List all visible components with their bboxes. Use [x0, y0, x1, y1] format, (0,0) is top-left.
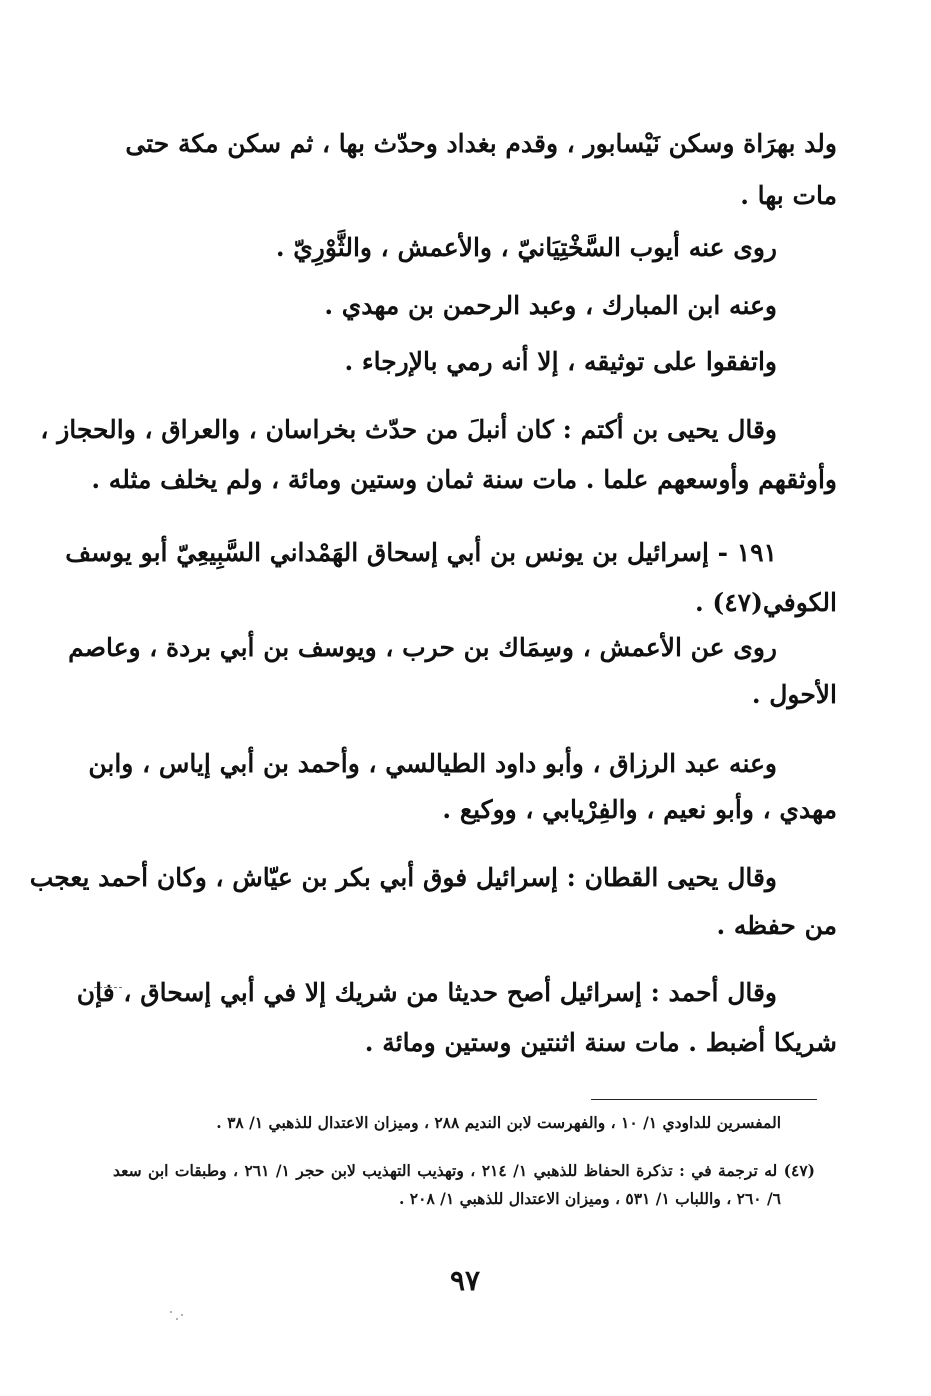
body-line: واتفقوا على توثيقه ، إلا أنه رمي بالإرجاء .	[344, 347, 777, 376]
entry-heading-line: الكوفي(٤٧) .	[694, 588, 837, 617]
footnote-line: (٤٧) له ترجمة في : تذكرة الحفاظ للذهبي ١/ ٢١٤ ، وتهذيب التهذيب لابن حجر ١/ ٢٦١ ، وطبقات ابن سعد	[113, 1161, 816, 1180]
body-line: وأوثقهم وأوسعهم علما . مات سنة ثمان وستين ومائة ، ولم يخلف مثله .	[91, 465, 837, 494]
body-line: وقال يحيى القطان : إسرائيل فوق أبي بكر بن عيّاش ، وكان أحمد يعجب	[29, 863, 777, 892]
scan-speck	[181, 1314, 183, 1316]
footnote-line: المفسرين للداودي ١/ ١٠ ، والفهرست لابن النديم ٢٨٨ ، وميزان الاعتدال للذهبي ١/ ٣٨ .	[216, 1113, 781, 1132]
footnote-separator-rule	[591, 1099, 817, 1100]
body-line: وعنه ابن المبارك ، وعبد الرحمن بن مهدي .	[324, 291, 777, 320]
body-line: وقال يحيى بن أكتم : كان أنبلَ من حدّث بخراسان ، والعراق ، والحجاز ،	[40, 415, 777, 444]
scan-speck	[176, 1318, 178, 1320]
scan-speck	[170, 1311, 172, 1313]
body-line: مهدي ، وأبو نعيم ، والفِرْيابي ، ووكيع .	[442, 795, 837, 824]
body-line: روى عنه أيوب السَّخْتِيَانيّ ، والأعمش ، والثَّوْرِيّ .	[275, 233, 777, 262]
body-line: مات بها .	[740, 181, 837, 210]
body-line: روى عن الأعمش ، وسِمَاك بن حرب ، ويوسف بن أبي بردة ، وعاصم	[68, 633, 777, 662]
page-number: ٩٧	[449, 1264, 481, 1297]
body-line: وعنه عبد الرزاق ، وأبو داود الطيالسي ، وأحمد بن أبي إياس ، وابن	[88, 749, 777, 778]
body-line: شريكا أضبط . مات سنة اثنتين وستين ومائة .	[364, 1028, 837, 1057]
footnote-line: ٦/ ٢٦٠ ، واللباب ١/ ٥٣١ ، وميزان الاعتدال للذهبي ١/ ٢٠٨ .	[399, 1189, 781, 1208]
body-line: الأحول .	[751, 680, 837, 709]
entry-heading-line: ١٩١ - إسرائيل بن يونس بن أبي إسحاق الهَمْداني السَّبِيعِيّ أبو يوسف	[65, 538, 777, 567]
body-line: ولد بهرَاة وسكن نَيْسابور ، وقدم بغداد وحدّث بها ، ثم سكن مكة حتى	[125, 129, 837, 158]
body-line: من حفظه .	[716, 911, 837, 940]
body-line: وقال أحمد : إسرائيل أصح حديثا من شريك إلا في أبي إسحاق ، فإن	[76, 978, 777, 1007]
